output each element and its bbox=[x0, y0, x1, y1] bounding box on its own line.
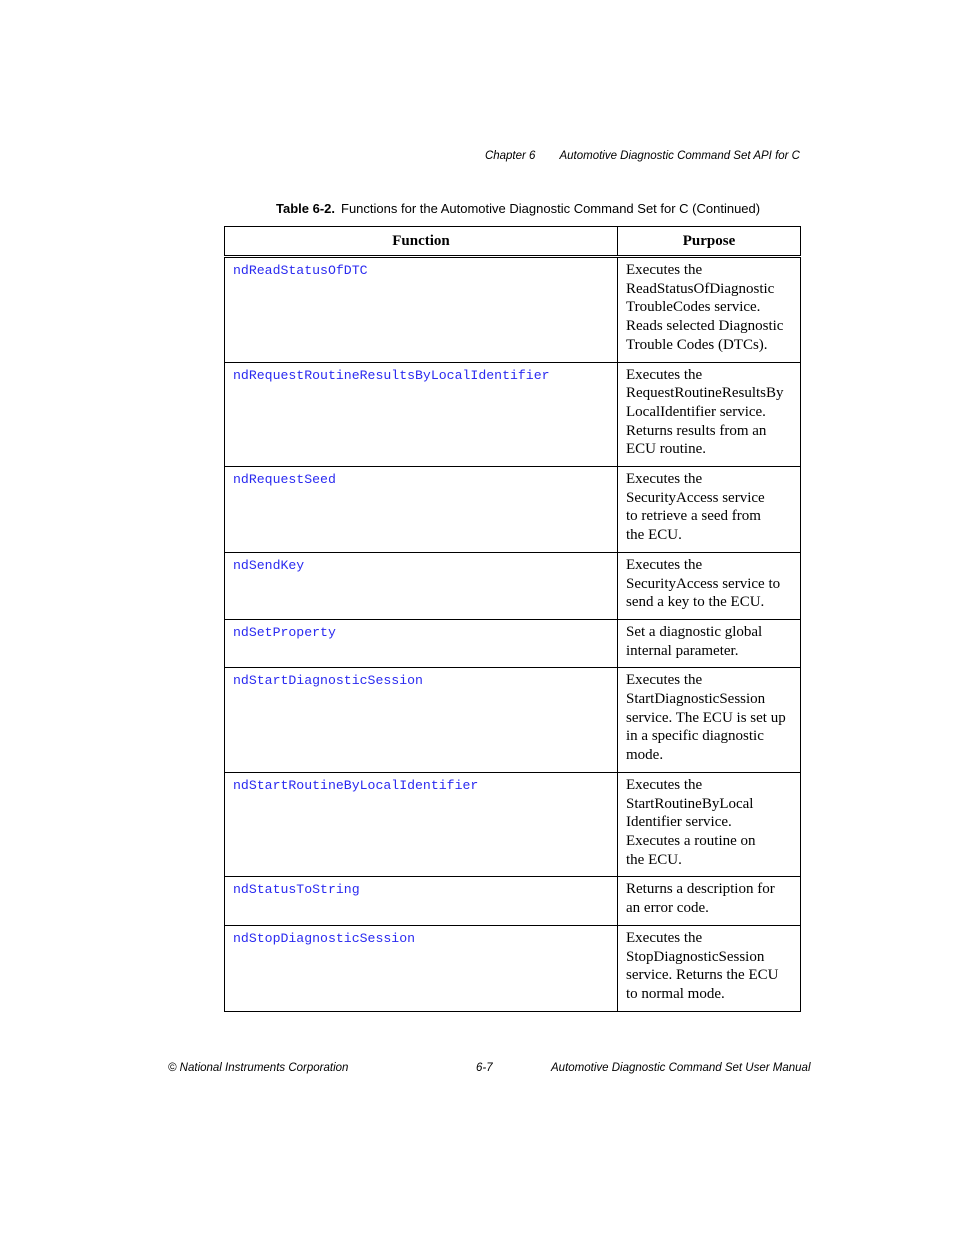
purpose-line: LocalIdentifier service. bbox=[626, 403, 766, 420]
function-name: ndSendKey bbox=[225, 552, 618, 619]
purpose-cell bbox=[618, 772, 801, 877]
purpose-line: to retrieve a seed from bbox=[626, 508, 761, 525]
purpose-line: RequestRoutineResultsBy bbox=[626, 385, 784, 402]
footer-page-number: 6-7 bbox=[476, 1062, 493, 1074]
function-name: ndRequestSeed bbox=[225, 467, 618, 553]
purpose-line: to normal mode. bbox=[626, 985, 725, 1002]
purpose-line: SecurityAccess service to bbox=[626, 575, 781, 592]
table-row bbox=[225, 877, 801, 925]
purpose-cell bbox=[618, 467, 801, 553]
purpose-line: an error code. bbox=[626, 900, 709, 917]
column-header-purpose: Purpose bbox=[618, 227, 801, 257]
purpose-cell bbox=[618, 925, 801, 1011]
purpose-line: ReadStatusOfDiagnostic bbox=[626, 280, 775, 297]
table-row bbox=[225, 668, 801, 773]
purpose-line: Returns results from an bbox=[626, 422, 767, 439]
table-body bbox=[225, 257, 801, 1012]
table-caption bbox=[276, 201, 760, 216]
table-row bbox=[225, 467, 801, 553]
purpose-line: Identifier service. bbox=[626, 814, 732, 831]
purpose-cell bbox=[618, 257, 801, 363]
table-header-row bbox=[225, 227, 801, 257]
table-row bbox=[225, 362, 801, 467]
purpose-line: Returns a description for bbox=[626, 881, 775, 898]
purpose-line: Executes the bbox=[626, 929, 703, 946]
purpose-line: StopDiagnosticSession bbox=[626, 948, 765, 965]
running-header bbox=[0, 150, 800, 162]
table-caption-text: Functions for the Automotive Diagnostic Command Set for C (Continued) bbox=[341, 201, 761, 216]
purpose-cell bbox=[618, 877, 801, 925]
purpose-line: mode. bbox=[626, 747, 664, 764]
purpose-line: internal parameter. bbox=[626, 642, 739, 659]
table-row bbox=[225, 257, 801, 363]
table-row bbox=[225, 772, 801, 877]
function-name: ndRequestRoutineResultsByLocalIdentifier bbox=[225, 362, 618, 467]
purpose-line: TroubleCodes service. bbox=[626, 299, 761, 316]
footer-copyright: © National Instruments Corporation bbox=[168, 1062, 349, 1074]
purpose-line: the ECU. bbox=[626, 527, 682, 544]
function-name: ndStartDiagnosticSession bbox=[225, 668, 618, 773]
purpose-line: Executes the bbox=[626, 672, 703, 689]
purpose-line: Trouble Codes (DTCs). bbox=[626, 336, 768, 353]
purpose-line: Executes the bbox=[626, 366, 703, 383]
purpose-cell bbox=[618, 668, 801, 773]
function-name: ndStartRoutineByLocalIdentifier bbox=[225, 772, 618, 877]
purpose-cell bbox=[618, 619, 801, 667]
purpose-line: StartDiagnosticSession bbox=[626, 691, 766, 708]
purpose-line: Executes the bbox=[626, 776, 703, 793]
table-row bbox=[225, 925, 801, 1011]
purpose-line: service. The ECU is set up bbox=[626, 709, 786, 726]
purpose-line: Executes the bbox=[626, 556, 703, 573]
purpose-line: SecurityAccess service bbox=[626, 489, 765, 506]
footer-manual-title: Automotive Diagnostic Command Set User Manual bbox=[551, 1062, 811, 1074]
purpose-line: Executes the bbox=[626, 471, 703, 488]
function-name: ndSetProperty bbox=[225, 619, 618, 667]
purpose-line: send a key to the ECU. bbox=[626, 594, 765, 611]
chapter-label: Chapter 6 bbox=[484, 150, 536, 162]
function-name: ndStopDiagnosticSession bbox=[225, 925, 618, 1011]
table-row bbox=[225, 552, 801, 619]
purpose-line: Set a diagnostic global bbox=[626, 623, 763, 640]
function-name: ndReadStatusOfDTC bbox=[225, 257, 618, 363]
column-header-function: Function bbox=[225, 227, 618, 257]
purpose-line: Reads selected Diagnostic bbox=[626, 318, 784, 335]
purpose-cell bbox=[618, 552, 801, 619]
purpose-line: the ECU. bbox=[626, 851, 682, 868]
purpose-cell bbox=[618, 362, 801, 467]
purpose-line: in a specific diagnostic bbox=[626, 728, 764, 745]
table-caption-label: Table 6-2. bbox=[276, 201, 336, 216]
purpose-line: service. Returns the ECU bbox=[626, 967, 779, 984]
purpose-line: Executes the bbox=[626, 262, 703, 278]
purpose-line: StartRoutineByLocal bbox=[626, 795, 754, 812]
purpose-line: Executes a routine on bbox=[626, 832, 756, 849]
purpose-line: ECU routine. bbox=[626, 441, 706, 458]
chapter-title: Automotive Diagnostic Command Set API for C bbox=[559, 150, 800, 162]
table-row bbox=[225, 619, 801, 667]
function-name: ndStatusToString bbox=[225, 877, 618, 925]
functions-table bbox=[224, 226, 801, 1012]
